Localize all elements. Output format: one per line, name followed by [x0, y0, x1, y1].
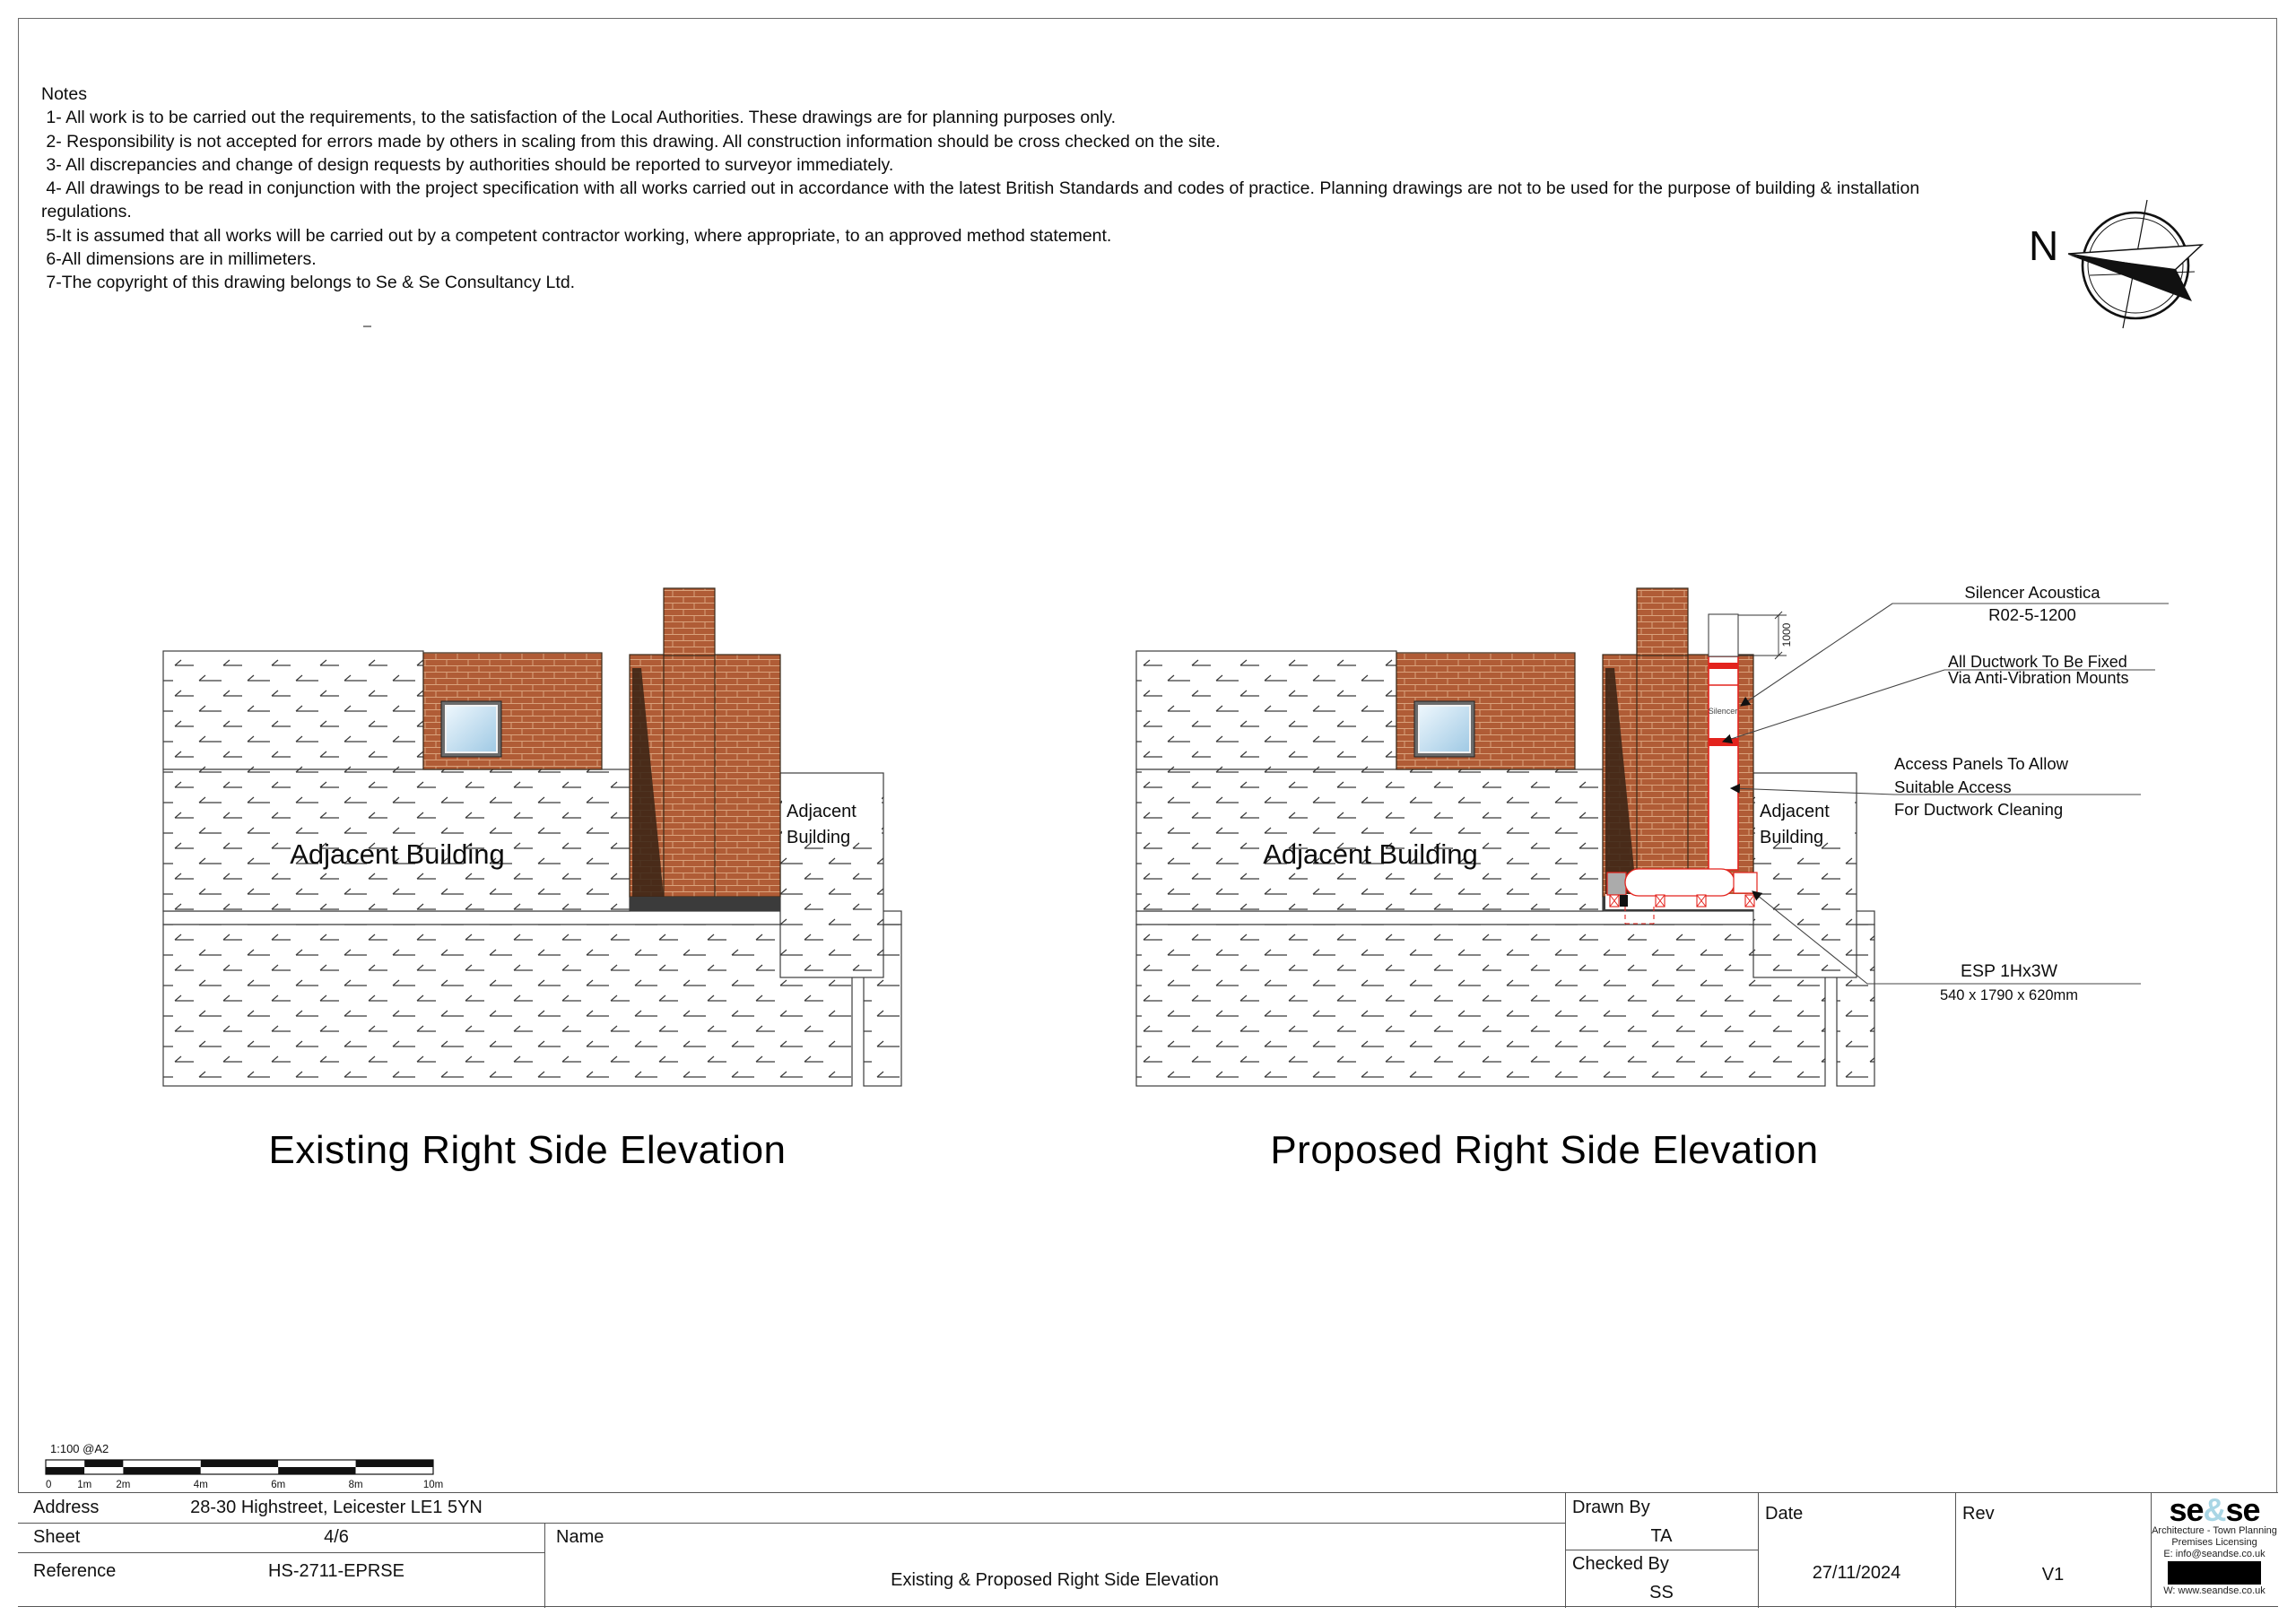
- esp-unit: [1625, 869, 1735, 896]
- scale-tick-label: 10m: [422, 1480, 444, 1490]
- titleblock-divider: [18, 1552, 544, 1553]
- annotation-ductwork-line2: Via Anti-Vibration Mounts: [1948, 669, 2129, 687]
- checked-by-label: Checked By: [1572, 1554, 1669, 1574]
- logo-ampersand-ribbon: &: [2203, 1493, 2226, 1528]
- scale-tick-label: 6m: [271, 1480, 286, 1490]
- reference-value: HS-2711-EPRSE: [268, 1561, 404, 1581]
- annotation-ductwork: [1948, 654, 2128, 686]
- logo-email: E: info@seandse.co.uk: [2163, 1549, 2266, 1559]
- scale-tick-label: 2m: [116, 1480, 131, 1490]
- extract-duct: [1709, 656, 1738, 870]
- address-label: Address: [33, 1498, 100, 1517]
- note-line: 5-It is assumed that all works will be carried out by a competent contractor working, where appropriate, to an approved method statement.: [41, 225, 1112, 246]
- scale-segment: [123, 1460, 200, 1467]
- chimney-base-band: [630, 897, 780, 911]
- note-line: 4- All drawings to be read in conjunction with the project specification with all works carried out in accordance with the latest British Standards and codes of practice. Planning drawings are not to be used for the purpose of building & installation: [41, 178, 1920, 199]
- scale-segment: [84, 1460, 123, 1467]
- titleblock-divider: [1955, 1493, 1956, 1608]
- mount-block: [1620, 895, 1628, 907]
- scale-segment: [356, 1460, 433, 1467]
- date-label: Date: [1765, 1504, 1804, 1524]
- logo-se-2: se: [2225, 1493, 2260, 1528]
- address-value: 28-30 Highstreet, Leicester LE1 5YN: [190, 1498, 483, 1517]
- logo-redacted-box: [2168, 1561, 2261, 1585]
- scale-segment: [278, 1467, 355, 1474]
- upper-adjacent-mass: [163, 651, 423, 769]
- logo-tagline1: Architecture - Town Planning: [2152, 1525, 2277, 1536]
- titleblock-divider: [18, 1523, 1565, 1524]
- lower-building-mass: [1136, 925, 1825, 1086]
- scale-segment: [46, 1467, 84, 1474]
- north-label: N: [2029, 222, 2059, 269]
- esp-outlet-box: [1734, 873, 1757, 893]
- titleblock-divider: [1758, 1493, 1759, 1608]
- adjacent-side-label-2: Building: [787, 828, 851, 847]
- note-line: 1- All work is to be carried out the requirements, to the satisfaction of the Local Authorities. These drawings are for planning purposes only.: [41, 108, 1117, 128]
- esp-end-box: [1607, 873, 1626, 895]
- annotation-ductwork-line1: All Ductwork To Be Fixed: [1948, 653, 2127, 671]
- annotation-silencer-line2: R02-5-1200: [1988, 605, 2076, 624]
- existing-elevation-drawing: [163, 588, 901, 1086]
- duct-silencer-label: Silencer: [1708, 707, 1738, 716]
- annotation-access-line3: For Ductwork Cleaning: [1894, 800, 2064, 819]
- window-glass: [1419, 706, 1470, 752]
- drawn-by-label: Drawn By: [1572, 1498, 1650, 1517]
- duct-termination: [1709, 614, 1738, 656]
- annotation-esp-line2: 540 x 1790 x 620mm: [1939, 987, 2079, 1003]
- annotation-silencer-line1: Silencer Acoustica: [1964, 583, 2100, 602]
- note-line: regulations.: [41, 202, 132, 222]
- note-line: 6-All dimensions are in millimeters.: [41, 249, 317, 270]
- rev-value: V1: [2041, 1565, 2065, 1585]
- note-line: 3- All discrepancies and change of design requests by authorities should be reported to surveyor immediately.: [41, 154, 894, 175]
- anti-vibration-mount-band: [1709, 663, 1738, 669]
- window-glass: [446, 706, 497, 752]
- drawn-by-value: TA: [1650, 1526, 1673, 1546]
- annotation-access-line2: Suitable Access: [1894, 777, 2012, 796]
- scale-segment: [84, 1467, 123, 1474]
- proposed-title: Proposed Right Side Elevation: [1270, 1128, 1819, 1172]
- scale-segment: [201, 1460, 278, 1467]
- adjacent-building-label: Adjacent Building: [290, 838, 505, 870]
- notes-title: Notes: [41, 84, 87, 104]
- scale-bar: [46, 1442, 443, 1490]
- upper-adjacent-mass: [1136, 651, 1396, 769]
- lower-building-mass: [163, 925, 852, 1086]
- sheet-label: Sheet: [33, 1527, 81, 1547]
- logo-wordmark: [2151, 1493, 2278, 1528]
- name-value: Existing & Proposed Right Side Elevation: [891, 1570, 1219, 1590]
- annotation-access: [1894, 752, 2068, 821]
- anti-vibration-mount-band: [1709, 738, 1738, 746]
- scale-tick-label: 0: [46, 1480, 52, 1490]
- adjacent-building-label: Adjacent Building: [1263, 838, 1478, 870]
- name-label: Name: [556, 1527, 604, 1547]
- note-line: 2- Responsibility is not accepted for errors made by others in scaling from this drawing. All construction information should be cross checked on the site.: [41, 131, 1221, 152]
- duct-dimension-text: 1000: [1780, 622, 1793, 647]
- checked-by-value: SS: [1649, 1583, 1674, 1602]
- rev-label: Rev: [1962, 1504, 1995, 1524]
- logo-se-1: se: [2169, 1493, 2204, 1528]
- scale-segment: [46, 1460, 84, 1467]
- existing-title: Existing Right Side Elevation: [268, 1128, 787, 1172]
- annotation-silencer: [1892, 581, 2172, 626]
- adjacent-side-label-1: Adjacent: [1760, 802, 1830, 821]
- adjacent-side-label-1: Adjacent: [787, 802, 857, 821]
- proposed-elevation-drawing: [1136, 588, 1874, 1086]
- chimney-stack: [664, 588, 715, 656]
- note-line: 7-The copyright of this drawing belongs to Se & Se Consultancy Ltd.: [41, 273, 576, 293]
- scale-segment: [123, 1467, 200, 1474]
- scale-segment: [278, 1460, 355, 1467]
- scale-segment: [356, 1467, 433, 1474]
- annotation-access-line1: Access Panels To Allow: [1894, 754, 2069, 773]
- scale-segment: [201, 1467, 278, 1474]
- chimney-stack: [1637, 588, 1688, 656]
- company-logo: [2151, 1493, 2278, 1608]
- north-arrow-compass: [2029, 200, 2202, 328]
- title-block: [18, 1492, 2278, 1607]
- scale-tick-label: 8m: [348, 1480, 363, 1490]
- scale-tick-label: 4m: [193, 1480, 208, 1490]
- logo-website: W: www.seandse.co.uk: [2163, 1585, 2266, 1596]
- reference-label: Reference: [33, 1561, 117, 1581]
- scale-bar-label: 1:100 @A2: [50, 1442, 109, 1455]
- annotation-esp-line1: ESP 1Hx3W: [1960, 961, 2057, 981]
- sheet-value: 4/6: [324, 1527, 349, 1547]
- scale-tick-label: 1m: [77, 1480, 92, 1490]
- adjacent-side-label-2: Building: [1760, 828, 1824, 847]
- annotation-esp: [1910, 961, 2108, 1004]
- logo-tagline2: Premises Licensing: [2171, 1537, 2257, 1548]
- date-value: 27/11/2024: [1812, 1563, 1901, 1583]
